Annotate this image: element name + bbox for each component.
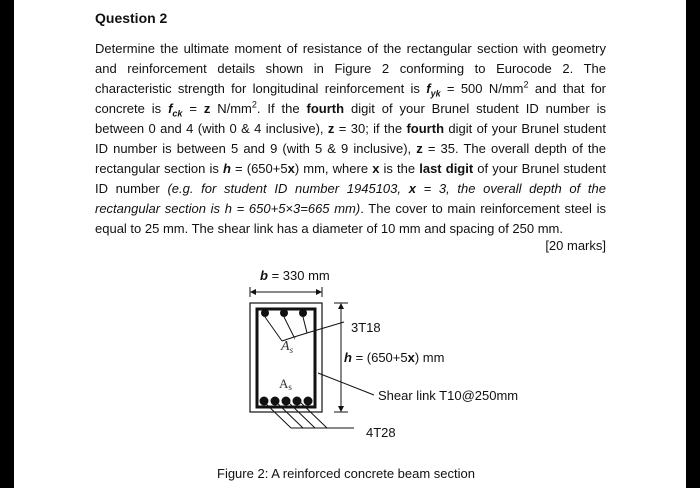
top-bar-leader-3 (303, 317, 307, 333)
question-text: Determine the ultimate moment of resistance of the rectangular section with geometry and reinforcement details shown in Figure 2 conforming to Eurocode 2. The characteristic strength for longitudinal reinforcement is $f_{yk} = 500$ $N/mm^2$ and that for concrete is $f_{ck} = z$ $N/mm^2$. If the fourth digit of your Brunel student ID number is between 0 and 4 (with 0 & 4 inclusive), z = 30; if the fourth digit of your Brunel student ID number is between 5 and 9 (with 5 & 9 inclusive), z = 35. The overall depth of the rectangular section is h = (650+5x) mm, where x is the last digit of your Brunel student ID number (e.g. for student ID number 1945103, x = 3, the overall depth of the rectangular section is h = 650+5×3=665 mm). The cover to main reinforcement steel is equal to 25 mm. The shear link has a diameter of 10 mm and spacing of 250 mm. (95, 41, 607, 236)
top-bar-leader-1 (265, 317, 282, 341)
beam-section-figure (14, 0, 686, 488)
marks-label: [20 marks] (545, 238, 606, 253)
question-title: Question 2 (95, 10, 168, 26)
b-dim-arrow-left (250, 289, 256, 295)
h-dim-arrow-top (338, 303, 344, 309)
top-bar-leader-2 (284, 317, 294, 337)
bottom-bar-leader-4 (298, 400, 327, 428)
top-bar (299, 309, 307, 317)
top-leader-to-label (307, 322, 344, 333)
b-dimension-label: b = 330 mm (260, 268, 330, 283)
shear-link-leader (318, 373, 374, 395)
top-bars-label: 3T18 (351, 320, 381, 335)
top-leader-join-2 (294, 333, 307, 337)
figure-caption: Figure 2: A reinforced concrete beam section (217, 466, 475, 481)
as-prime-label: $A_s'$ (281, 336, 296, 355)
bottom-bar (304, 397, 313, 406)
h-dim-arrow-bottom (338, 406, 344, 412)
b-dim-arrow-right (316, 289, 322, 295)
section-outline (250, 303, 322, 412)
as-label: As (279, 376, 292, 392)
bottom-bars-label: 4T28 (366, 425, 396, 440)
top-bar (280, 309, 288, 317)
top-bar (261, 309, 269, 317)
bottom-bar (282, 397, 291, 406)
bottom-bar (293, 397, 302, 406)
bottom-bar (271, 397, 280, 406)
bottom-bar (260, 397, 269, 406)
h-dimension-label: h = (650+5x) mm (344, 350, 445, 365)
document-page (14, 0, 686, 488)
shear-link-label: Shear link T10@250mm (378, 388, 519, 403)
shear-link-stirrup (257, 309, 315, 407)
